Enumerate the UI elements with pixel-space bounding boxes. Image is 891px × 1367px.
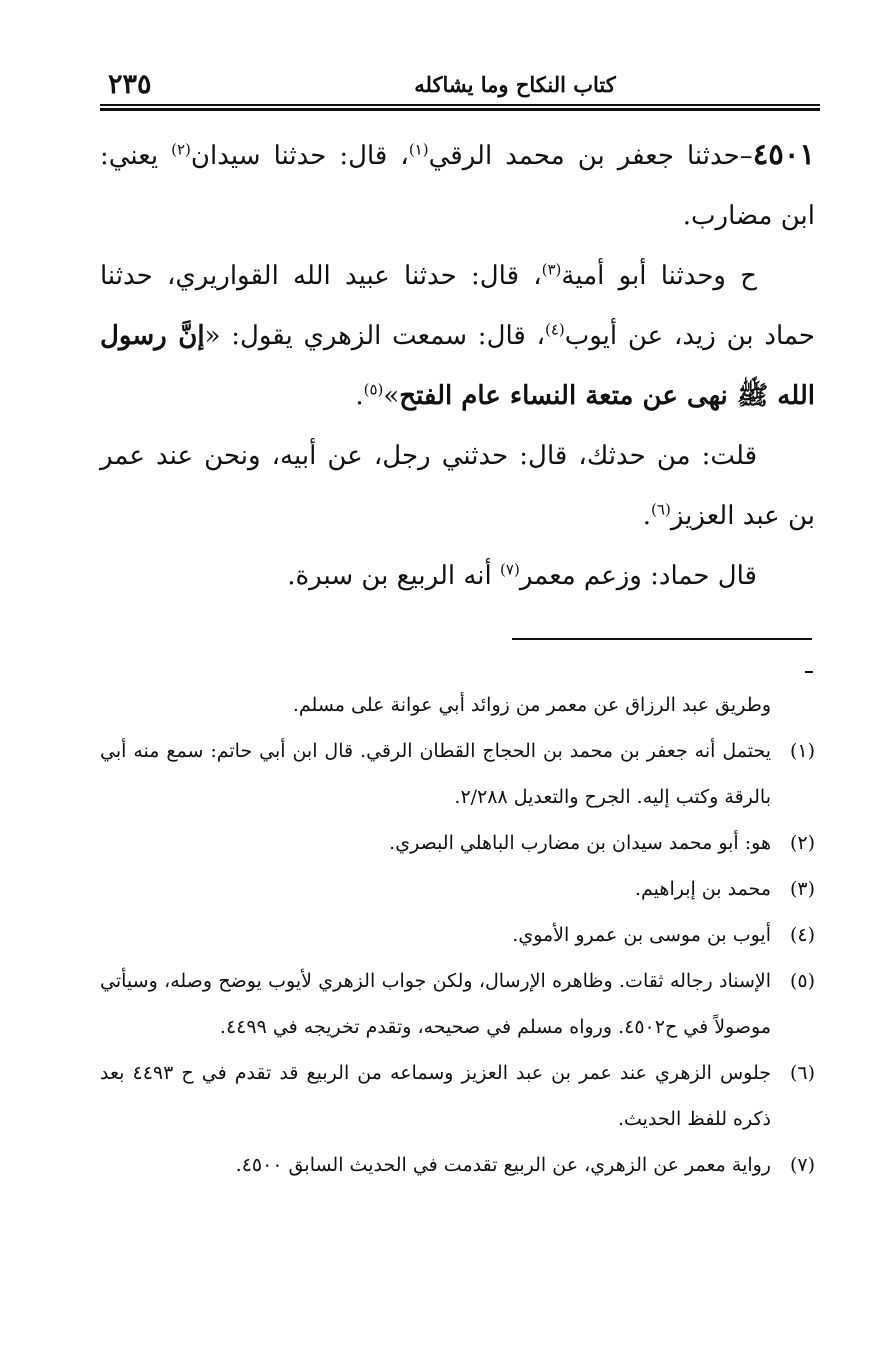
footnote-text: محمد بن إبراهيم. [635,878,771,900]
footnote-text: يحتمل أنه جعفر بن محمد بن الحجاج القطان الرقي. قال ابن أبي حاتم: سمع منه أبي بالرقة وكتب إليه. الجرح والتعديل ٢/٢٨٨. [100,740,771,808]
hadith-text-segment: ، قال: سمعت الزهري يقول: « [204,321,545,351]
footnote-number: (٦) [789,1062,815,1084]
hadith-paragraph-4 [100,546,815,606]
footnote-number: (٢) [789,832,815,854]
footnote-ref: (١) [408,140,429,159]
footnote-number: (٥) [789,970,815,992]
hadith-text-segment: قال حماد: وزعم معمر [519,561,757,591]
footnote-7 [100,1142,815,1188]
hadith-matn: إنَّ رسول الله ﷺ نهى عن متعة النساء عام الفتح [100,321,815,411]
hadith-number: ٤٥٠١ [752,137,815,171]
hadith-paragraph-3 [100,426,815,546]
footnote-ref: (٧) [500,560,520,579]
footnote-ref: (٤) [544,320,565,339]
continuation-mark [805,671,813,673]
hadith-text-segment: . [642,501,652,531]
footnote-text: أيوب بن موسى بن عمرو الأموي. [512,924,771,946]
hadith-text-segment: . [355,381,364,411]
footnote-ref: (٦) [651,500,671,519]
footnote-1 [100,728,815,820]
hadith-text-segment: ح وحدثنا أبو أمية [561,261,757,291]
hadith-paragraph-2 [100,246,815,426]
footnote-ref: (٢) [171,140,191,159]
footnote-4 [100,912,815,958]
footnote-number: (٣) [789,878,815,900]
hadith-text-segment: –حدثنا جعفر بن محمد الرقي [428,141,753,171]
footnote-divider [512,638,812,640]
footnote-ref: (٣) [541,260,562,279]
hadith-text-segment: قلت: من حدثك، قال: حدثني رجل، عن أبيه، ونحن عند عمر بن عبد العزيز [100,441,815,531]
hadith-text-segment: ، قال: حدثنا عبيد الله القواريري، حدثنا حماد بن زيد، عن أيوب [100,261,815,351]
hadith-text [100,124,815,606]
footnote-number: (٤) [789,924,815,946]
footnote-text: الإسناد رجاله ثقات. وظاهره الإرسال، ولكن جواب الزهري لأيوب يوضح وصله، وسيأتي موصولاً في ح٤٥٠٢. ورواه مسلم في صحيحه، وتقدم تخريجه في ٤٤٩٩. [100,970,771,1038]
page-number: ٢٣٥ [108,69,152,100]
footnote-5 [100,958,815,1050]
footnote-text: رواية معمر عن الزهري، عن الربيع تقدمت في الحديث السابق ٤٥٠٠. [235,1154,771,1176]
footnote-continuation: وطريق عبد الرزاق عن معمر من زوائد أبي عوانة على مسلم. [292,694,771,716]
hadith-text-segment: أنه الربيع بن سبرة. [287,561,501,591]
footnotes [100,682,815,1188]
header-rule-thick [100,108,820,111]
footnote-6 [100,1050,815,1142]
footnote-text: هو: أبو محمد سيدان بن مضارب الباهلي البصري. [389,832,771,854]
hadith-text-segment: ، قال: حدثنا سيدان [190,141,409,171]
footnote-ref: (٥) [363,380,384,399]
footnote-text: جلوس الزهري عند عمر بن عبد العزيز وسماعه من الربيع قد تقدم في ح ٤٤٩٣ بعد ذكره للفظ الحديث. [100,1062,771,1130]
hadith-text-segment: يعني: ابن مضارب. [100,141,815,231]
book-title: كتاب النكاح وما يشاكله [414,72,616,97]
footnote-number: (١) [789,740,815,762]
hadith-paragraph-1 [100,124,815,246]
hadith-text-segment: » [383,381,400,411]
header-rule-thin [100,104,820,106]
footnote-3 [100,866,815,912]
footnote-2 [100,820,815,866]
running-header [100,66,820,106]
footnote-number: (٧) [789,1154,815,1176]
